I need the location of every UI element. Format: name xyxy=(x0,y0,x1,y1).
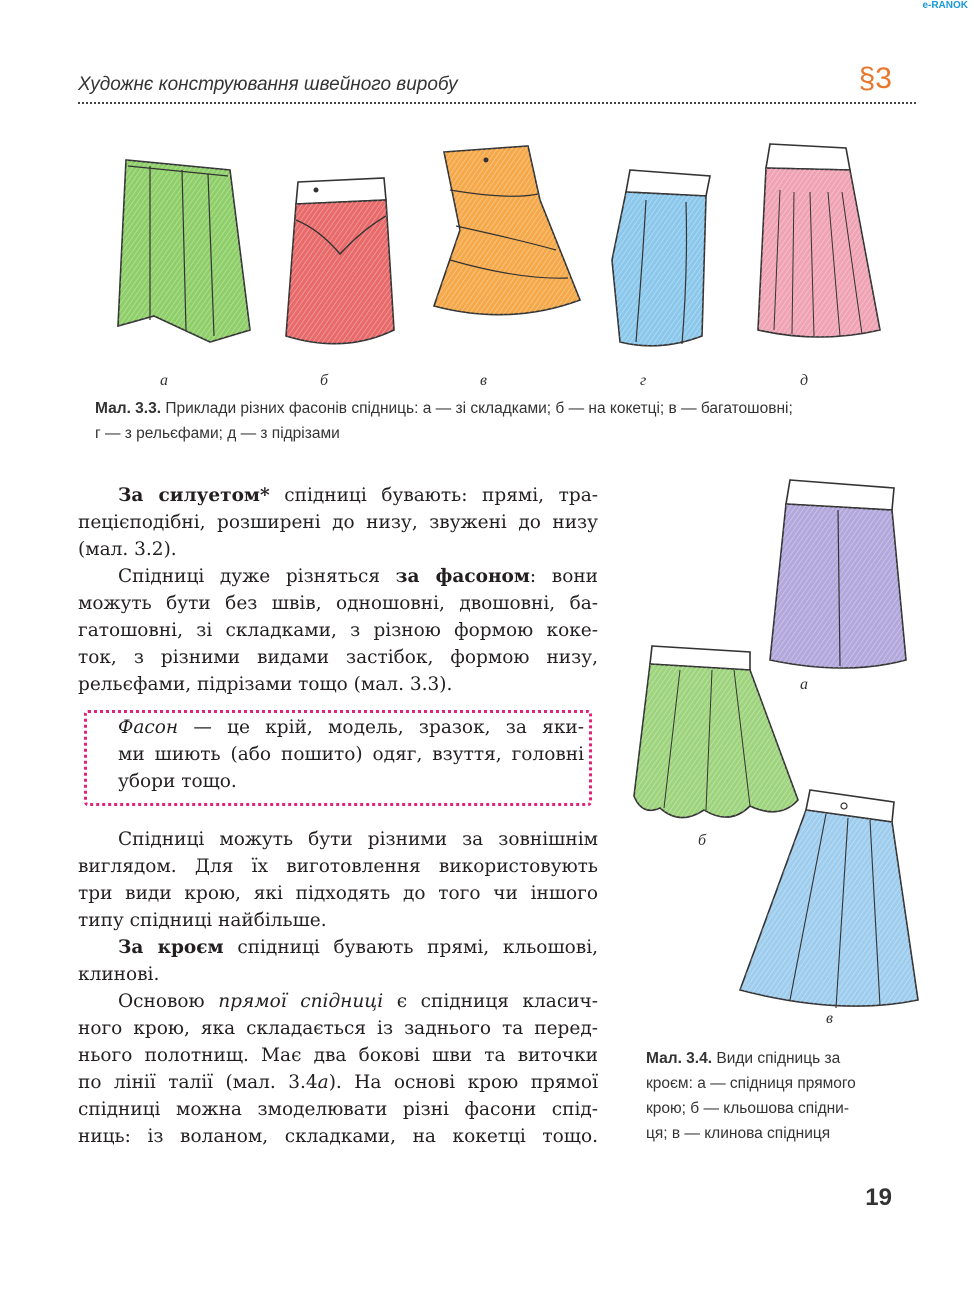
cap34-l2: кроєм: а — спідниця прямого xyxy=(646,1075,856,1092)
p5-l4-italic: а xyxy=(317,1072,329,1093)
figure-3-4-illustrations xyxy=(630,470,930,1040)
p5-l5: спідниці можна змоделювати різні фасони спід- xyxy=(78,1099,598,1120)
fig33-letter-a: а xyxy=(160,372,168,389)
p2-l1a: Спідниці дуже різняться xyxy=(118,566,396,587)
skirt-a-pleated xyxy=(118,160,250,342)
publisher-logo: e-RANOK xyxy=(922,0,968,11)
fig33-letter-b: б xyxy=(320,372,329,389)
p3-l4: типу спідниці найбільше. xyxy=(78,910,327,931)
skirt-v-multiseam xyxy=(434,146,580,315)
p3-l3: три види крою, які підходять до того чи іншого xyxy=(78,883,598,904)
caption-label: Мал. 3.3. xyxy=(95,400,162,417)
p4-l2: клинові. xyxy=(78,964,160,985)
definition-term: Фасон xyxy=(118,717,179,738)
fig34-letter-v: в xyxy=(826,1010,833,1027)
term-straight-skirt: прямої спідниці xyxy=(218,991,384,1012)
fig33-letter-g: г xyxy=(640,372,647,389)
cap34-l3: крою; б — кльошова спідни- xyxy=(646,1100,849,1117)
p3-l1: Спідниці можуть бути різними за зовнішнім xyxy=(118,829,598,850)
paragraph-silhouette xyxy=(78,482,598,563)
skirt-b-yoke xyxy=(286,178,394,344)
caption-line2: г — з рельєфами; д — з підрізами xyxy=(95,425,340,442)
def-l1: — це крій, модель, зразок, за яки- xyxy=(178,717,584,738)
def-l2: ми шиють (або пошито) одяг, взуття, головні xyxy=(118,744,584,765)
figure-3-4-caption xyxy=(646,1046,896,1146)
cap34-l1: Види спідниць за xyxy=(712,1050,841,1067)
skirt-flared xyxy=(634,646,798,818)
skirt-d-gathers xyxy=(758,144,880,337)
running-title: Художнє конструювання швейного виробу xyxy=(78,74,458,95)
skirt-straight xyxy=(770,480,906,668)
term-silhouette: За силуетом* xyxy=(118,485,270,506)
p5-l2: ного крою, яка складається із заднього та перед- xyxy=(78,1018,598,1039)
fig34-letter-b: б xyxy=(698,832,707,849)
paragraph-cut xyxy=(78,934,598,988)
p2-l5: рельєфами, підрізами тощо (мал. 3.3). xyxy=(78,674,453,695)
skirt-gored xyxy=(740,790,918,1008)
skirt-g-reliefs xyxy=(612,170,710,346)
p1-l3: (мал. 3.2). xyxy=(78,539,177,560)
p5-l3: нього полотнищ. Має два бокові шви та виточки xyxy=(78,1045,598,1066)
p3-l2: виглядом. Для їх виготовлення використовують xyxy=(78,856,598,877)
figure-3-3-caption xyxy=(95,396,895,446)
definition-text xyxy=(118,714,584,795)
p1-l2: пецієподібні, розширені до низу, звужені до низу xyxy=(78,512,598,533)
fig34-letter-a: а xyxy=(800,676,808,693)
paragraph-straight-skirt xyxy=(78,988,598,1150)
paragraph-appearance xyxy=(78,826,598,934)
term-cut: За кроєм xyxy=(118,937,224,958)
p5-l4b: ). На основі крою прямої xyxy=(328,1072,598,1093)
fig33-letter-d: д xyxy=(800,372,809,389)
paragraph-style xyxy=(78,563,598,698)
p5-l1b: є спідниця класич- xyxy=(383,991,599,1012)
term-style: за фасоном xyxy=(395,566,530,587)
p2-l4: ток, з різними видами застібок, формою низу, xyxy=(78,647,598,668)
p5-l6: ниць: із воланом, складками, на кокетці тощо. xyxy=(78,1126,598,1147)
p1-l1: спідниці бувають: прямі, тра- xyxy=(269,485,598,506)
p5-l4a: по лінії талії (мал. 3.4 xyxy=(78,1072,318,1093)
p5-l1a: Основою xyxy=(118,991,219,1012)
caption-label-34: Мал. 3.4. xyxy=(646,1050,713,1067)
page-number: 19 xyxy=(865,1184,892,1211)
def-l3: убори тощо. xyxy=(118,771,237,792)
p2-l2: можуть бути без швів, одношовні, двошовні, ба- xyxy=(78,593,598,614)
fig33-letter-v: в xyxy=(480,372,487,389)
header-divider xyxy=(78,102,916,104)
caption-line1: Приклади різних фасонів спідниць: а — зі складками; б — на кокетці; в — багатошовні; xyxy=(165,400,793,417)
p2-l3: гатошовні, зі складками, з різною формою коке- xyxy=(78,620,598,641)
p4-l1: спідниці бувають прямі, кльошові, xyxy=(223,937,598,958)
cap34-l4: ця; в — клинова спідниця xyxy=(646,1125,831,1142)
figure-3-3-illustrations xyxy=(90,130,910,400)
p2-l1b: : вони xyxy=(529,566,599,587)
section-number: §3 xyxy=(858,62,892,95)
